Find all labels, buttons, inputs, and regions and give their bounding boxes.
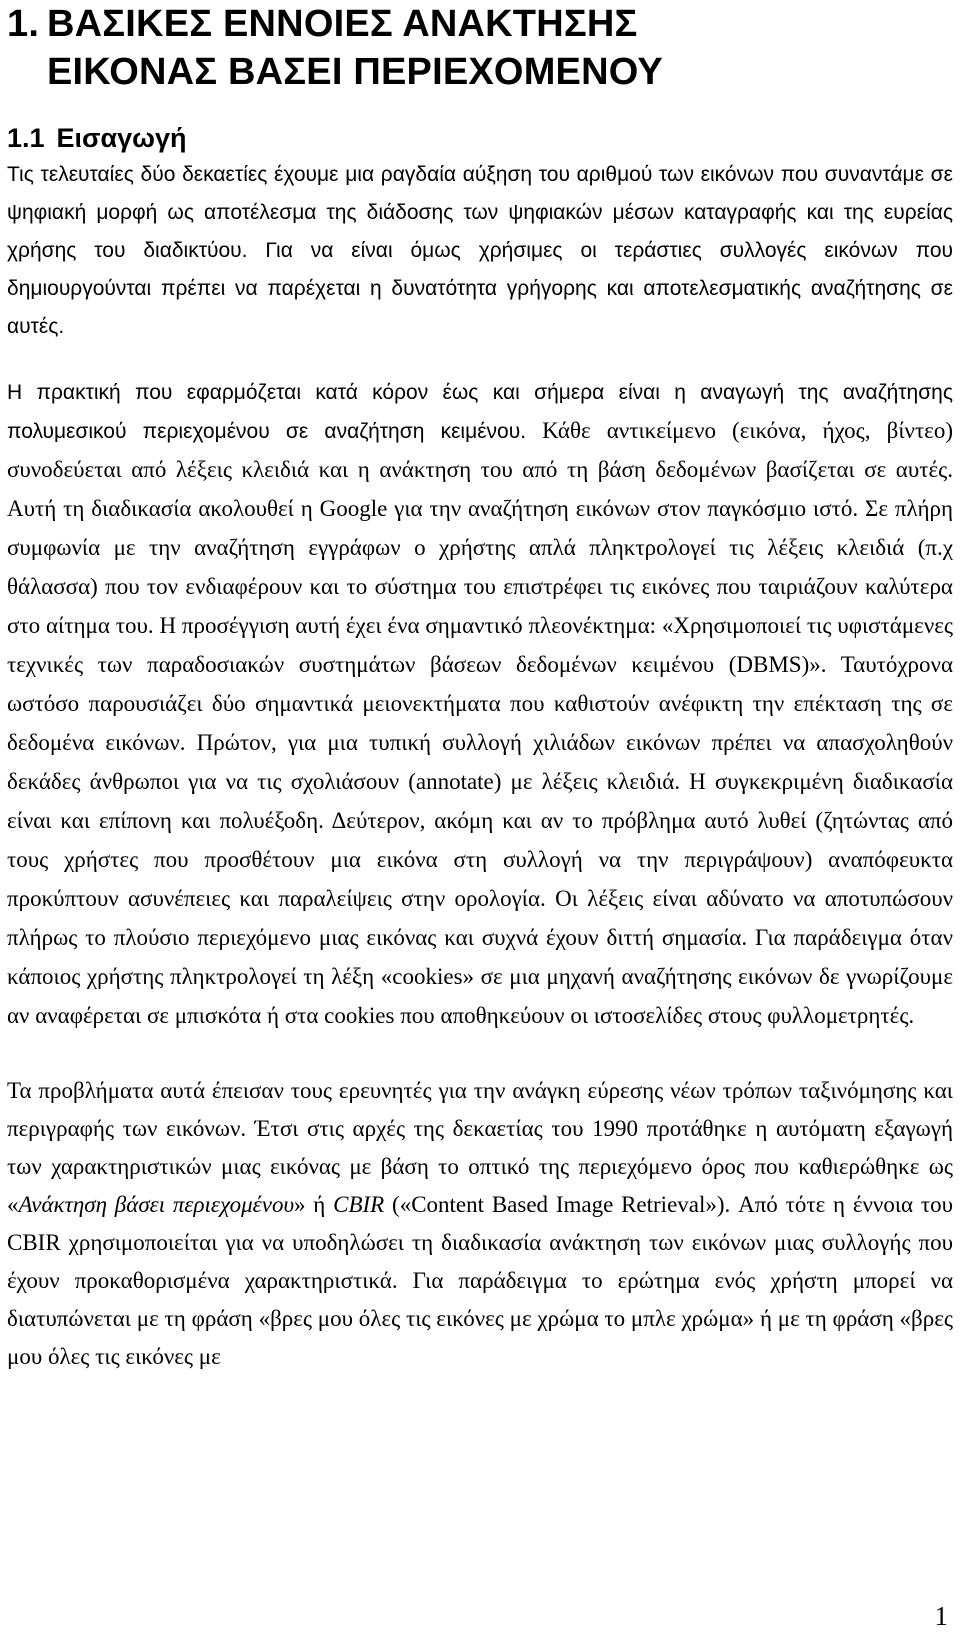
section-number: 1.1 — [7, 123, 45, 153]
chapter-title — [7, 0, 953, 96]
chapter-number: 1. — [7, 3, 40, 45]
paragraph-cbir-italic-acronym: CBIR — [333, 1192, 385, 1217]
section-title — [7, 120, 953, 156]
paragraph-cbir-part-a: Τα προβλήματα αυτά έπεισαν τους ερευνητές για την ανάγκη εύρεσης νέων τρόπων ταξινόμησης και περιγραφής των εικόνων. Έτσι στις αρχές της δεκαετίας του 1990 προτάθηκε η αυτόματη εξαγωγή των χαρακτηριστικών μιας εικόνας με βάση το οπτικό της περιεχόμενο όρος που καθιερώθηκε ως « — [7, 1078, 953, 1217]
paragraph-cbir-italic-term: Ανάκτηση βάσει περιεχομένου — [18, 1192, 294, 1217]
paragraph-cbir-part-b: » ή — [294, 1192, 334, 1217]
paragraph-keyword-search-serif: Κάθε αντικείμενο (εικόνα, ήχος, βίντεο) συνοδεύεται από λέξεις κλειδιά και η ανάκτηση του από τη βάση δεδομένων βασίζεται σε αυτές. Αυτή τη διαδικασία ακολουθεί η Google για την αναζήτηση εικόνων στον παγκόσμιο ιστό. Σε πλήρη συμφωνία με την αναζήτηση εγγράφων ο χρήστης απλά πληκτρολογεί τις λέξεις κλειδιά (π.χ θάλασσα) που τον ενδιαφέρουν και το σύστημα του επιστρέφει τις εικόνες που ταιριάζουν καλύτερα στο αίτημα του. Η προσέγγιση αυτή έχει ένα σημαντικό πλεονέκτημα: «Χρησιμοποιεί τις υφιστάμενες τεχνικές των παραδοσιακών συστημάτων βάσεων δεδομένων κειμένου (DBMS)». Ταυτόχρονα ωστόσο παρουσιάζει δύο σημαντικά μειονεκτήματα που καθιστούν ανέφικτη την επέκταση της σε δεδομένα εικόνων. Πρώτον, για μια τυπική συλλογή χιλιάδων εικόνων πρέπει να απασχοληθούν δεκάδες άνθρωποι για να τις σχολιάσουν (annotate) με λέξεις κλειδιά. Η συγκεκριμένη διαδικασία είναι και επίπονη και πολυέξοδη. Δεύτερον, ακόμη και αν το πρόβλημα αυτό λυθεί (ζητώντας από τους χρήστες που προσθέτουν μια εικόνα στη συλλογή να την περιγράψουν) αναπόφευκτα προκύπτουν ασυνέπειες και παραλείψεις στην ορολογία. Οι λέξεις είναι αδύνατο να αποτυπώσουν πλήρως το πλούσιο περιεχόμενο μιας εικόνας και συχνά έχουν διττή σημασία. Για παράδειγμα όταν κάποιος χρήστης πληκτρολογεί τη λέξη «cookies» σε μια μηχανή αναζήτησης εικόνων δε γνωρίζουμε αν αναφέρεται σε μπισκότα ή στα cookies που αποθηκεύουν οι ιστοσελίδες στους φυλλομετρητές. — [7, 418, 953, 1028]
paragraph-cbir-part-c: («Content Based Image Retrieval»). Από τότε η έννοια του CBIR χρησιμοποιείται για να υποδηλώσει τη διαδικασία ανάκτηση των εικόνων μιας συλλογής που έχουν προκαθορισμένα χαρακτηριστικά. Για παράδειγμα το ερώτημα ενός χρήστη μπορεί να διατυπώνεται με τη φράση «βρες μου όλες τις εικόνες με χρώμα το μπλε χρώμα» ή με τη φράση «βρες μου όλες τις εικόνες με — [7, 1192, 953, 1369]
chapter-title-line2: ΕΙΚΟΝΑΣ ΒΑΣΕΙ ΠΕΡΙΕΧΟΜΕΝΟΥ — [47, 51, 663, 93]
paragraph-keyword-search — [7, 374, 953, 1036]
section-title-text: Εισαγωγή — [56, 123, 187, 153]
chapter-title-line1: ΒΑΣΙΚΕΣ ΕΝΝΟΙΕΣ ΑΝΑΚΤΗΣΗΣ — [47, 3, 638, 45]
paragraph-cbir — [7, 1072, 953, 1376]
paragraph-keyword-search-sans: Η πρακτική που εφαρμόζεται κατά κόρον έως και σήμερα είναι η αναγωγή της αναζήτησης πολυμεσικού περιεχομένου σε αναζήτηση κειμένου. — [7, 381, 953, 443]
document-page — [7, 0, 953, 1376]
paragraph-intro: Τις τελευταίες δύο δεκαετίες έχουμε μια ραγδαία αύξηση του αριθμού των εικόνων που συναντάμε σε ψηφιακή μορφή ως αποτέλεσμα της διάδοσης των ψηφιακών μέσων καταγραφής και της ευρείας χρήσης του διαδικτύου. Για να είναι όμως χρήσιμες οι τεράστιες συλλογές εικόνων που δημιουργούνται πρέπει να παρέχεται η δυνατότητα γρήγορης και αποτελεσματικής αναζήτησης σε αυτές. — [7, 163, 953, 338]
page-number: 1 — [934, 1601, 948, 1631]
